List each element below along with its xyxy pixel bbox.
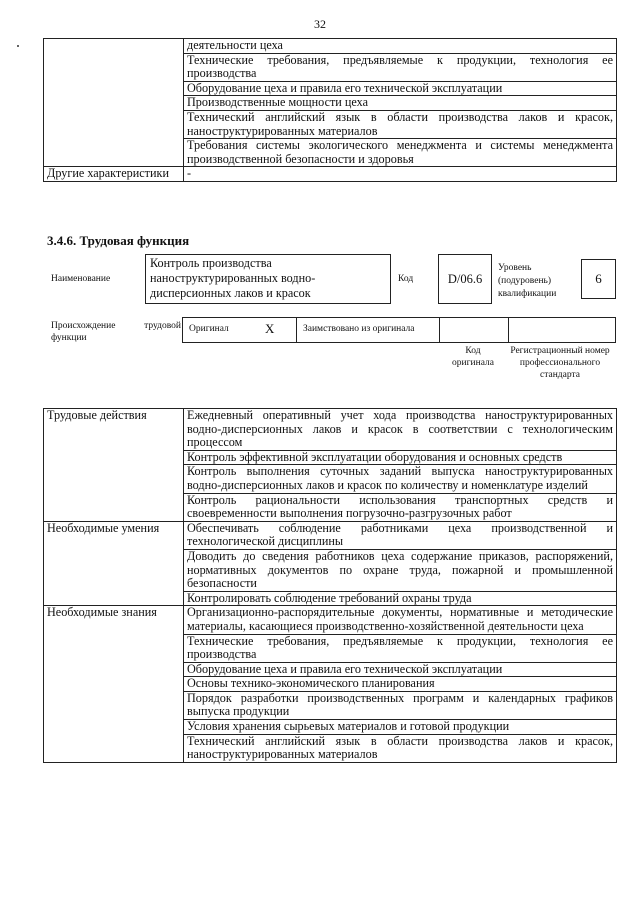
list-item: Производственные мощности цеха bbox=[184, 96, 617, 111]
code-box bbox=[438, 254, 492, 304]
code-label: Код bbox=[398, 274, 414, 284]
table-row bbox=[44, 521, 617, 549]
list-item: Обеспечивать соблюдение работниками цеха производственной и технологической дисциплины bbox=[184, 521, 617, 549]
code-value: D/06.6 bbox=[447, 271, 483, 286]
list-item: Оборудование цеха и правила его технической эксплуатации bbox=[184, 81, 617, 96]
reg-number-label: Регистрационный номер профессионального стандарта bbox=[510, 346, 610, 380]
list-item: Оборудование цеха и правила его технической эксплуатации bbox=[184, 662, 617, 677]
borrowed-label: Заимствовано из оригинала bbox=[303, 324, 415, 334]
list-item: Контроль выполнения суточных заданий выпуска наноструктурированных водно-дисперсионных лаков и красок по количеству и номенклатуре изделий bbox=[184, 465, 617, 493]
table-row bbox=[44, 39, 617, 54]
list-item: Условия хранения сырьевых материалов и готовой продукции bbox=[184, 720, 617, 735]
scan-dot bbox=[17, 45, 19, 47]
list-item: Основы технико-экономического планирования bbox=[184, 677, 617, 692]
table-row bbox=[44, 606, 617, 634]
list-item: Технические требования, предъявляемые к продукции, технология ее производства bbox=[184, 634, 617, 662]
row-label: Необходимые умения bbox=[44, 521, 184, 606]
row-label: Необходимые знания bbox=[44, 606, 184, 763]
list-item: Контроль эффективной эксплуатации оборудования и основных средств bbox=[184, 450, 617, 465]
list-item: Порядок разработки производственных программ и календарных графиков выпуска продукции bbox=[184, 691, 617, 719]
name-label: Наименование bbox=[51, 274, 111, 284]
list-item: - bbox=[184, 167, 617, 182]
top-characteristics-table bbox=[43, 38, 617, 182]
list-item: Требования системы экологического менеджмента и системы менеджмента производственной безопасности и здоровья bbox=[184, 139, 617, 167]
labor-function-table bbox=[43, 408, 617, 763]
origin-row bbox=[182, 317, 616, 343]
origin-divider-2 bbox=[439, 318, 440, 342]
list-item: Контролировать соблюдение требований охраны труда bbox=[184, 591, 617, 606]
origin-divider-3 bbox=[508, 318, 509, 342]
level-value: 6 bbox=[595, 271, 602, 286]
function-name-value: Контроль производства наноструктурированных водно-дисперсионных лаков и красок bbox=[150, 256, 316, 300]
row-label bbox=[44, 39, 184, 167]
origin-divider-1 bbox=[296, 318, 297, 342]
list-item: Технические требования, предъявляемые к продукции, технология ее производства bbox=[184, 53, 617, 81]
row-label: Другие характеристики bbox=[44, 167, 184, 182]
original-mark: X bbox=[265, 321, 275, 336]
origin-code-label: Код оригинала bbox=[452, 346, 494, 368]
table-row bbox=[44, 167, 617, 182]
level-box bbox=[581, 259, 616, 299]
original-label: Оригинал bbox=[189, 324, 229, 334]
list-item: Ежедневный оперативный учет хода производства наноструктурированных водно-дисперсионных лаков и красок в соответствии с технологическим процессом bbox=[184, 409, 617, 451]
list-item: Доводить до сведения работников цеха содержание приказов, распоряжений, нормативных документов по охране труда, пожарной и промышленной безопасности bbox=[184, 549, 617, 591]
list-item: Технический английский язык в области производства лаков и красок, наноструктурированных материалов bbox=[184, 734, 617, 762]
page-number: 32 bbox=[314, 17, 326, 31]
list-item: Технический английский язык в области производства лаков и красок, наноструктурированных материалов bbox=[184, 110, 617, 138]
origin-label: Происхождение трудовой функции bbox=[51, 321, 181, 343]
section-title: 3.4.6. Трудовая функция bbox=[47, 233, 190, 248]
function-name-box bbox=[145, 254, 391, 304]
level-label: Уровень (подуровень) квалификации bbox=[498, 263, 557, 299]
list-item: деятельности цеха bbox=[184, 39, 617, 54]
table-row bbox=[44, 409, 617, 451]
list-item: Контроль рациональности использования транспортных средств и своевременности выполнения погрузочно-разгрузочных работ bbox=[184, 493, 617, 521]
row-label: Трудовые действия bbox=[44, 409, 184, 522]
list-item: Организационно-распорядительные документы, нормативные и методические материалы, касающиеся производственно-хозяйственной деятельности цеха bbox=[184, 606, 617, 634]
